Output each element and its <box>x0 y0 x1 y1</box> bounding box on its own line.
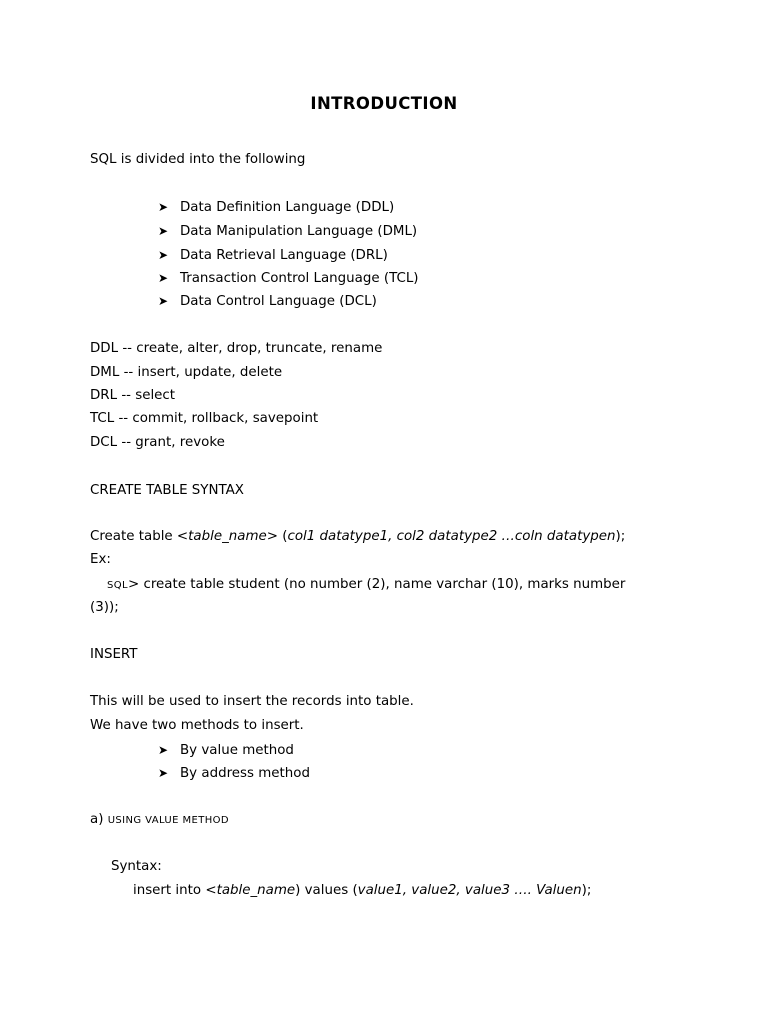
arrow-bullet-icon: ➤ <box>158 766 169 780</box>
arrow-bullet-icon: ➤ <box>158 224 169 238</box>
list-item <box>158 222 417 241</box>
command-line-tcl: TCL -- commit, rollback, savepoint <box>90 411 319 426</box>
arrow-bullet-icon: ➤ <box>158 248 169 262</box>
list-item <box>158 246 388 265</box>
list-item-label: By value method <box>180 743 294 758</box>
arrow-bullet-icon: ➤ <box>158 200 169 214</box>
insert-methods-intro: We have two methods to insert. <box>90 718 304 733</box>
syntax-label: Syntax: <box>111 859 162 874</box>
arrow-bullet-icon: ➤ <box>158 294 169 308</box>
arrow-bullet-icon: ➤ <box>158 271 169 285</box>
create-table-heading: CREATE TABLE SYNTAX <box>90 483 244 498</box>
list-item-label: By address method <box>180 766 310 781</box>
list-item <box>158 741 294 760</box>
command-line-dcl: DCL -- grant, revoke <box>90 435 225 450</box>
list-item-label: Transaction Control Language (TCL) <box>180 271 419 286</box>
insert-description: This will be used to insert the records into table. <box>90 694 414 709</box>
list-item <box>158 764 310 783</box>
sql-prompt: SQL <box>107 580 128 591</box>
command-line-drl: DRL -- select <box>90 388 176 403</box>
example-code-line: SQL> create table student (no number (2), name varchar (10), marks number <box>107 577 626 592</box>
list-item <box>158 269 419 288</box>
list-item <box>158 292 377 311</box>
example-code-continuation: (3)); <box>90 600 119 615</box>
list-item-label: Data Manipulation Language (DML) <box>180 224 418 239</box>
section-a-heading: a) USING VALUE METHOD <box>90 812 229 827</box>
insert-syntax: insert into <table_name) values (value1, value2, value3 …. Valuen); <box>133 883 592 898</box>
arrow-bullet-icon: ➤ <box>158 743 169 757</box>
list-item <box>158 198 394 217</box>
list-item-label: Data Retrieval Language (DRL) <box>180 248 388 263</box>
list-item-label: Data Definition Language (DDL) <box>180 200 395 215</box>
command-line-dml: DML -- insert, update, delete <box>90 365 283 380</box>
command-line-ddl: DDL -- create, alter, drop, truncate, rename <box>90 341 383 356</box>
page-title: INTRODUCTION <box>310 94 458 113</box>
example-label: Ex: <box>90 552 111 567</box>
create-table-syntax: Create table <table_name> (col1 datatype1, col2 datatype2 …coln datatypen); <box>90 529 626 544</box>
list-item-label: Data Control Language (DCL) <box>180 294 377 309</box>
insert-heading: INSERT <box>90 647 138 662</box>
intro-text: SQL is divided into the following <box>90 152 306 167</box>
